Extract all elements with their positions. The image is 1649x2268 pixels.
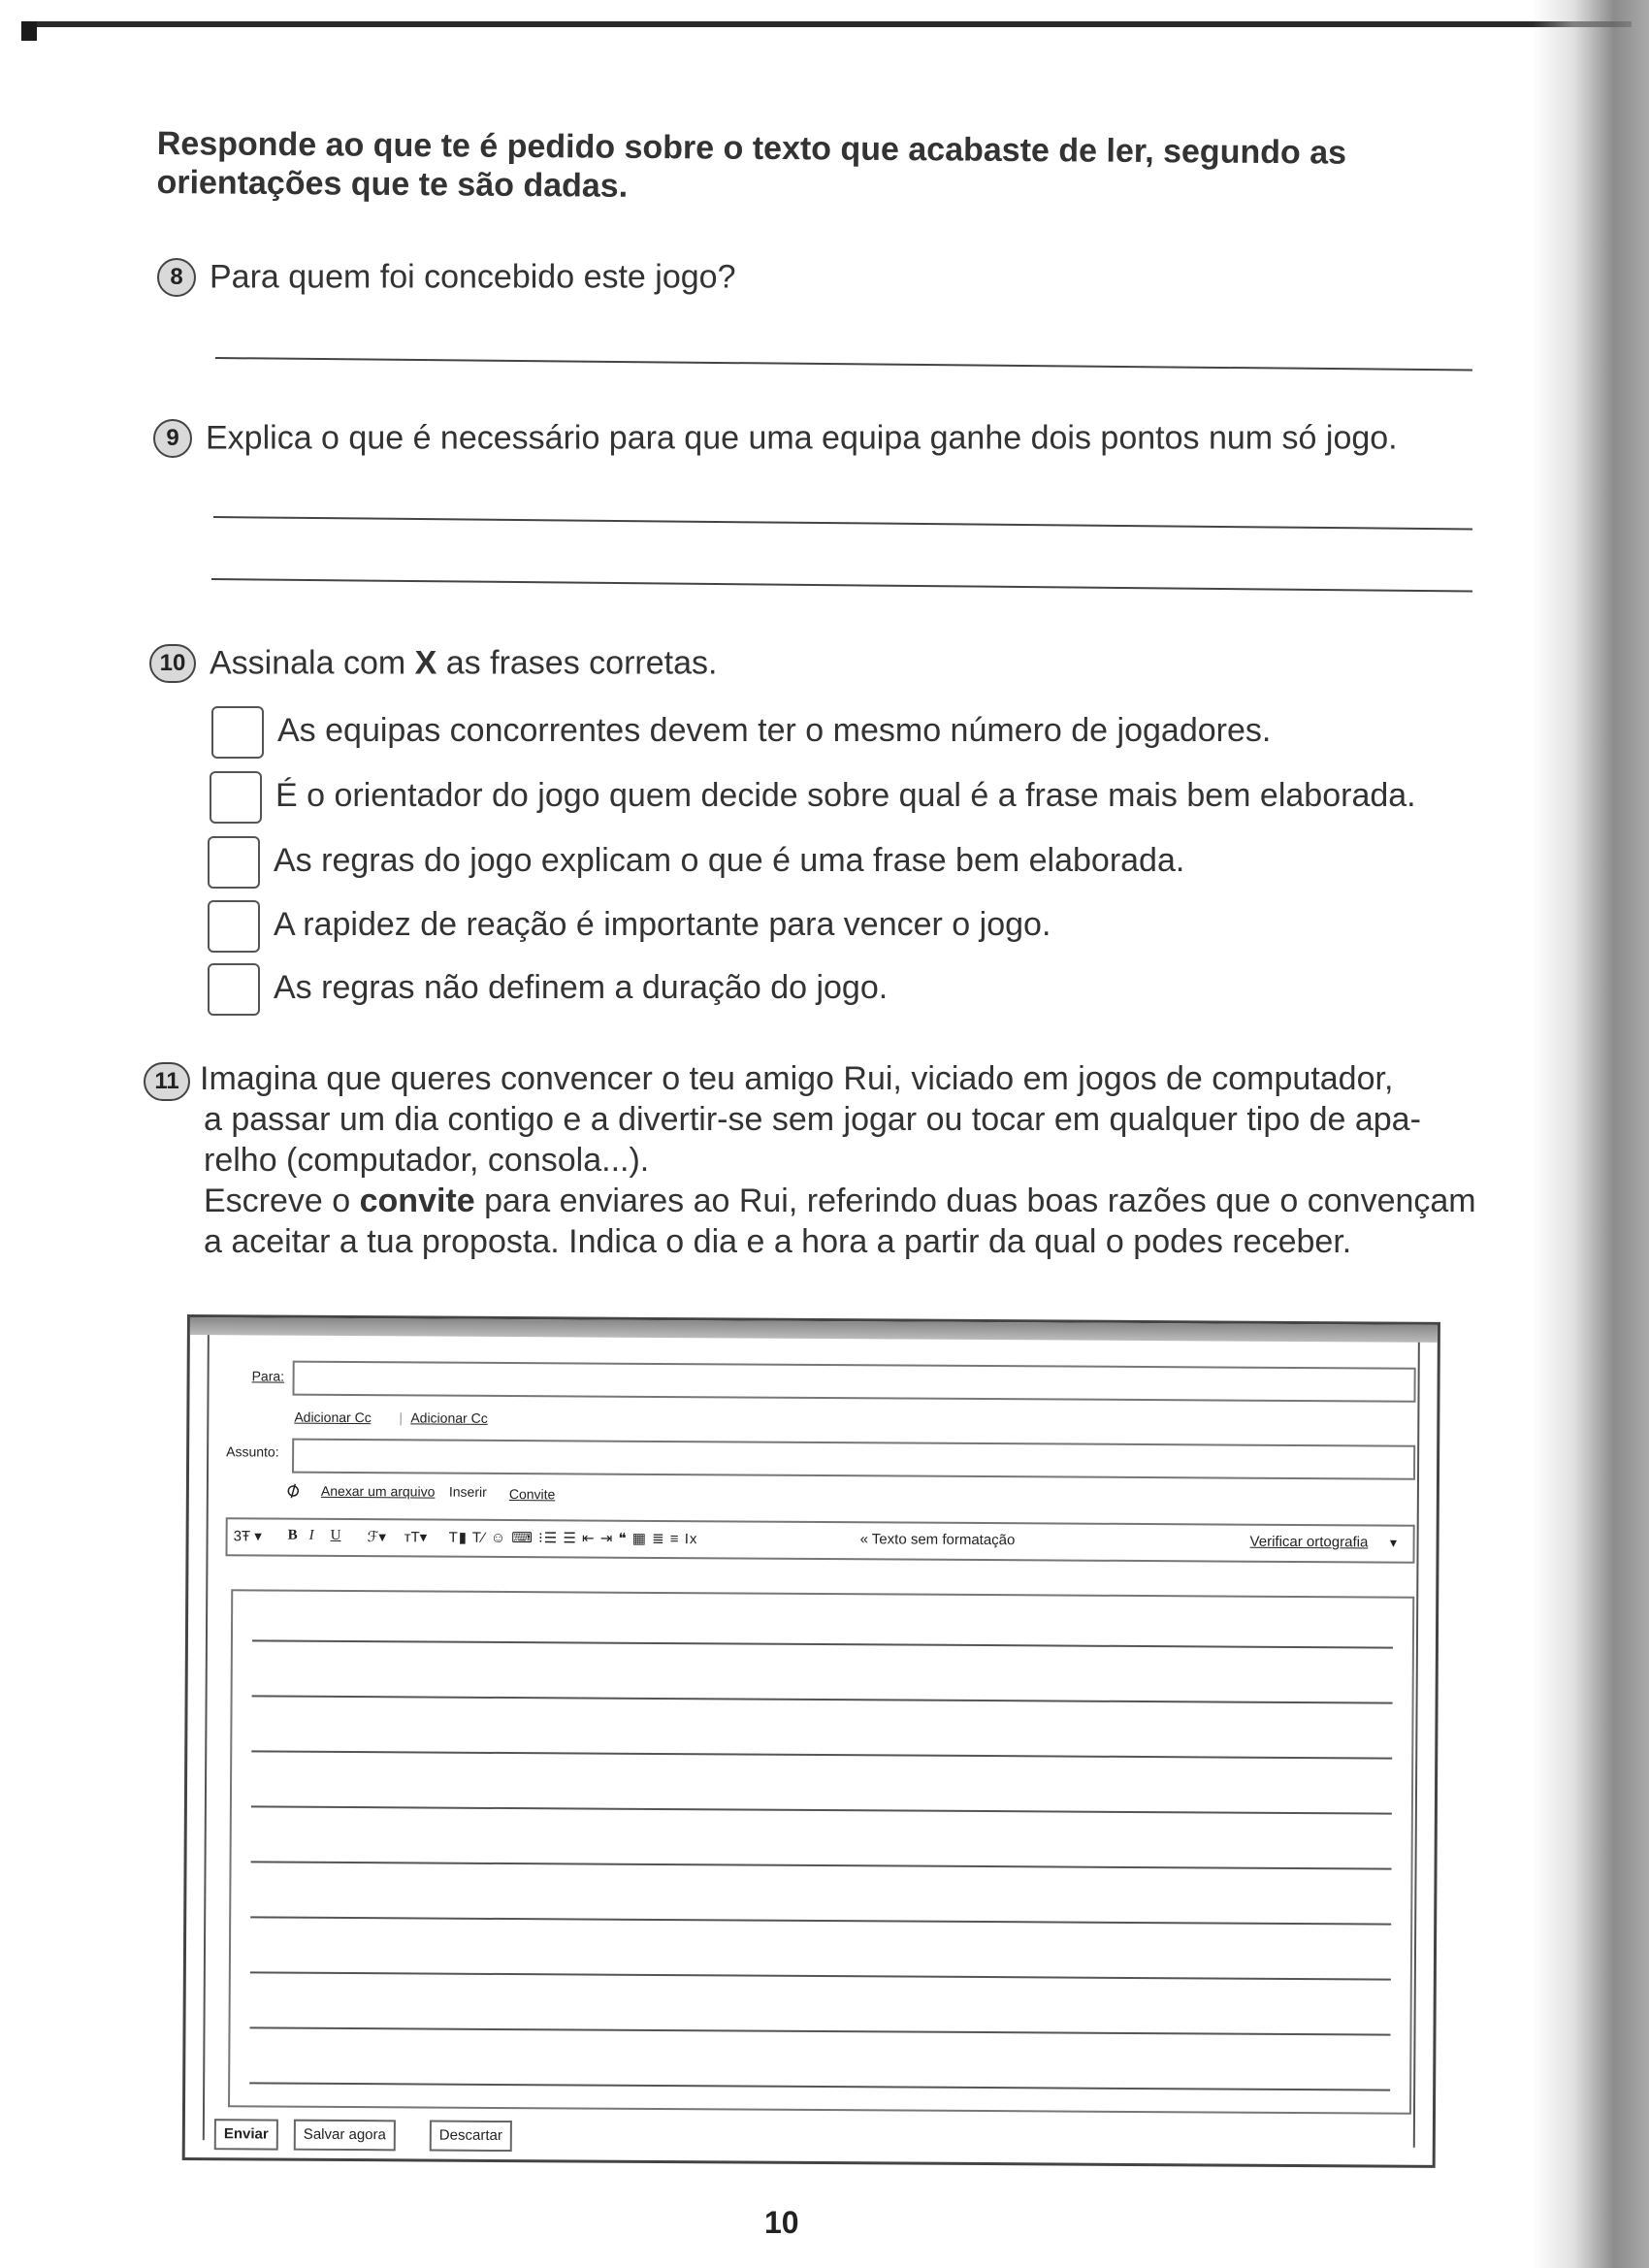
chevron-down-icon[interactable]: ▼: [1387, 1536, 1400, 1550]
question-8: [157, 258, 735, 297]
plain-text-link[interactable]: « Texto sem formatação: [859, 1531, 1016, 1549]
writing-line: [251, 1805, 1392, 1814]
question-text-line: relho (computador, consola...).: [204, 1142, 650, 1179]
compose-panel: [203, 1335, 1420, 2148]
writing-line: [250, 2026, 1391, 2035]
separator: |: [399, 1409, 404, 1426]
answer-line[interactable]: [215, 357, 1472, 371]
font-size-select[interactable]: 3Ŧ ▾: [233, 1528, 262, 1545]
option-checkbox[interactable]: [208, 836, 260, 889]
question-text-line: [204, 1183, 1476, 1220]
option-label: A rapidez de reação é importante para vencer o jogo.: [274, 906, 1051, 943]
subject-field[interactable]: [292, 1439, 1415, 1480]
text-fragment: para enviares ao Rui, referindo duas boas razões que o convençam: [474, 1183, 1476, 1219]
option-checkbox[interactable]: [208, 963, 260, 1016]
question-number: 11: [144, 1062, 190, 1101]
page-number: 10: [764, 2205, 799, 2240]
question-number: 8: [157, 258, 196, 297]
italic-button[interactable]: I: [308, 1527, 314, 1543]
text-fragment: Escreve o: [204, 1183, 360, 1219]
writing-line: [251, 1861, 1392, 1869]
attach-file-link[interactable]: Anexar um arquivo: [320, 1482, 436, 1500]
writing-line: [250, 1916, 1391, 1925]
option-label: É o orientador do jogo quem decide sobre qual é a frase mais bem elaborada.: [275, 777, 1416, 814]
option-checkbox[interactable]: [208, 900, 260, 953]
question-10: [149, 644, 717, 683]
question-text: Explica o que é necessário para que uma equipa ganhe dois pontos num só jogo.: [206, 419, 1398, 457]
add-cc-link[interactable]: Adicionar Cc: [294, 1409, 372, 1426]
invite-link[interactable]: Convite: [508, 1486, 556, 1503]
discard-button[interactable]: Descartar: [430, 2121, 512, 2153]
send-button[interactable]: Enviar: [214, 2119, 278, 2150]
question-text-prefix: Assinala com: [210, 644, 415, 682]
option-label: As regras não definem a duração do jogo.: [274, 969, 889, 1006]
question-text-line: a aceitar a tua proposta. Indica o dia e a hora a partir da qual o podes receber.: [204, 1223, 1352, 1260]
writing-line: [249, 2082, 1390, 2090]
question-number: 10: [149, 644, 196, 683]
insert-label: Inserir: [448, 1483, 487, 1500]
text-size-select[interactable]: ᴛT▾: [404, 1529, 428, 1546]
option-label: As regras do jogo explicam o que é uma frase bem elaborada.: [274, 842, 1185, 879]
to-label: Para:: [251, 1368, 285, 1384]
question-text-line: Imagina que queres convencer o teu amigo Rui, viciado em jogos de computador,: [200, 1060, 1394, 1097]
question-9: [153, 419, 1398, 458]
text-bold-fragment: convite: [359, 1183, 475, 1219]
option-checkbox[interactable]: [210, 771, 262, 824]
scan-corner-mark: [21, 21, 37, 41]
underline-button[interactable]: U: [330, 1527, 341, 1543]
save-now-button[interactable]: Salvar agora: [294, 2120, 396, 2152]
writing-line: [250, 1971, 1391, 1980]
to-field[interactable]: [292, 1361, 1415, 1403]
font-family-select[interactable]: ℱ▾: [367, 1529, 386, 1546]
answer-line[interactable]: [211, 578, 1472, 592]
question-text-line: a passar um dia contigo e a divertir-se sem jogar ou tocar em qualquer tipo de apa-: [204, 1101, 1421, 1138]
bold-button[interactable]: B: [287, 1527, 298, 1543]
message-body[interactable]: [228, 1589, 1414, 2114]
question-text-mark: X: [414, 644, 437, 682]
email-compose-window: [182, 1314, 1440, 2168]
option-checkbox[interactable]: [211, 706, 264, 759]
formatting-toolbar: [225, 1517, 1414, 1563]
scan-top-rule: [21, 21, 1632, 27]
option-label: As equipas concorrentes devem ter o mesmo número de jogadores.: [277, 712, 1272, 749]
spellcheck-link[interactable]: Verificar ortografia: [1249, 1533, 1369, 1551]
paperclip-icon[interactable]: ⌀: [280, 1475, 305, 1504]
writing-line: [251, 1750, 1392, 1759]
add-cc-link[interactable]: Adicionar Cc: [410, 1409, 488, 1426]
formatting-icons[interactable]: T▮ T⁄ ☺ ⌨ ⁝☰ ☰ ⇤ ⇥ ❝ ▦ ≣ ≡ Ix: [448, 1529, 698, 1548]
instructions-heading: Responde ao que te é pedido sobre o texto que acabaste de ler, segundo as orientações que te são dadas.: [156, 124, 1347, 205]
writing-line: [252, 1695, 1393, 1703]
question-number: 9: [153, 419, 192, 458]
answer-line[interactable]: [213, 516, 1472, 530]
question-text: Para quem foi concebido este jogo?: [210, 258, 736, 296]
subject-label: Assunto:: [226, 1443, 279, 1460]
book-binding-shadow: [1533, 0, 1649, 2268]
writing-line: [252, 1639, 1393, 1648]
question-text-suffix: as frases corretas.: [436, 644, 718, 682]
